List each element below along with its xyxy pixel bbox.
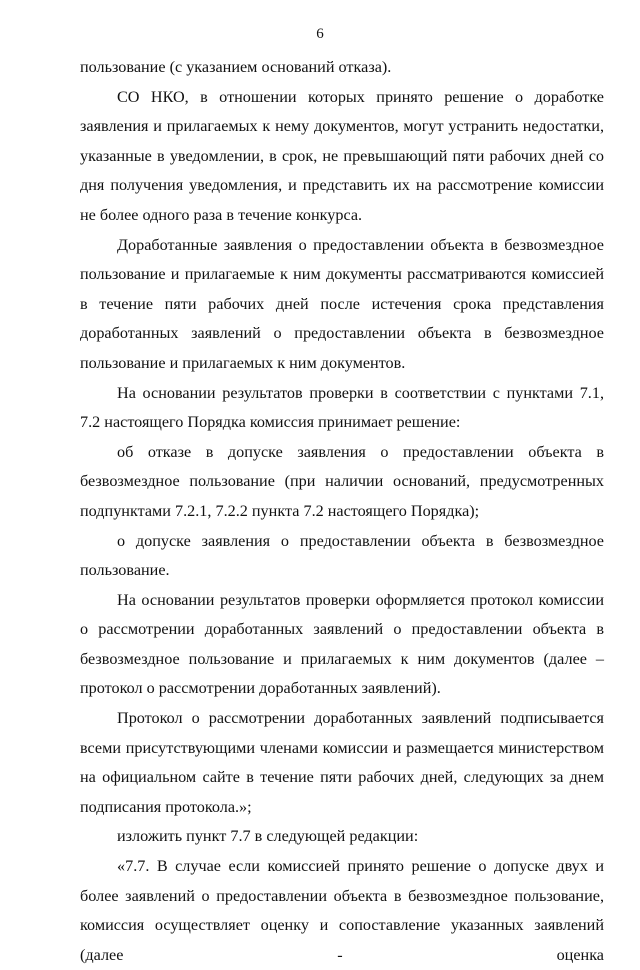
document-body bbox=[80, 53, 604, 970]
paragraph-commission-decision: На основании результатов проверки в соответствии с пунктами 7.1, 7.2 настоящего Порядка комиссия принимает решение: bbox=[80, 383, 604, 432]
page-number: 6 bbox=[316, 26, 324, 42]
paragraph-revised-applications-review: Доработанные заявления о предоставлении объекта в безвозмездное пользование и прилагаемые к ним документы рассматриваются комиссией в течение пяти рабочих дней после истечения срока представления доработанных заявлений о предоставлении объекта в безвозмездное пользование и прилагаемых к ним документов. bbox=[80, 235, 604, 372]
paragraph-revision-deadline: СО НКО, в отношении которых принято решение о доработке заявления и прилагаемых к нему документов, могут устранить недостатки, указанные в уведомлении, в срок, не превышающий пяти рабочих дней со дня получения уведомления, и представить их на рассмотрение комиссии не более одного раза в течение конкурса. bbox=[80, 87, 604, 224]
paragraph-refusal-reasons-end: пользование (с указанием оснований отказа). bbox=[80, 58, 392, 76]
paragraph-admission-refusal: об отказе в допуске заявления о предоставлении объекта в безвозмездное пользование (при наличии оснований, предусмотренных подпунктами 7.2.1, 7.2.2 пункта 7.2 настоящего Порядка); bbox=[80, 442, 604, 520]
paragraph-protocol-signing: Протокол о рассмотрении доработанных заявлений подписывается всеми присутствующими членами комиссии и размещается министерством на официальном сайте в течение пяти рабочих дней, следующих за днем подписания протокола.»; bbox=[80, 709, 604, 816]
paragraph-protocol-review: На основании результатов проверки оформляется протокол комиссии о рассмотрении доработанных заявлений о предоставлении объекта в безвозмездное пользование и прилагаемых к ним документов (далее – протокол о рассмотрении доработанных заявлений). bbox=[80, 590, 604, 698]
paragraph-item-7-7: «7.7. В случае если комиссией принято решение о допуске двух и более заявлений о предоставлении объекта в безвозмездное пользование, комиссия осуществляет оценку и сопоставление указанных заявлений (далее - оценка bbox=[80, 857, 604, 964]
paragraph-amend-item-7-7: изложить пункт 7.7 в следующей редакции: bbox=[117, 827, 419, 846]
paragraph-admission: о допуске заявления о предоставлении объекта в безвозмездное пользование. bbox=[80, 531, 604, 580]
